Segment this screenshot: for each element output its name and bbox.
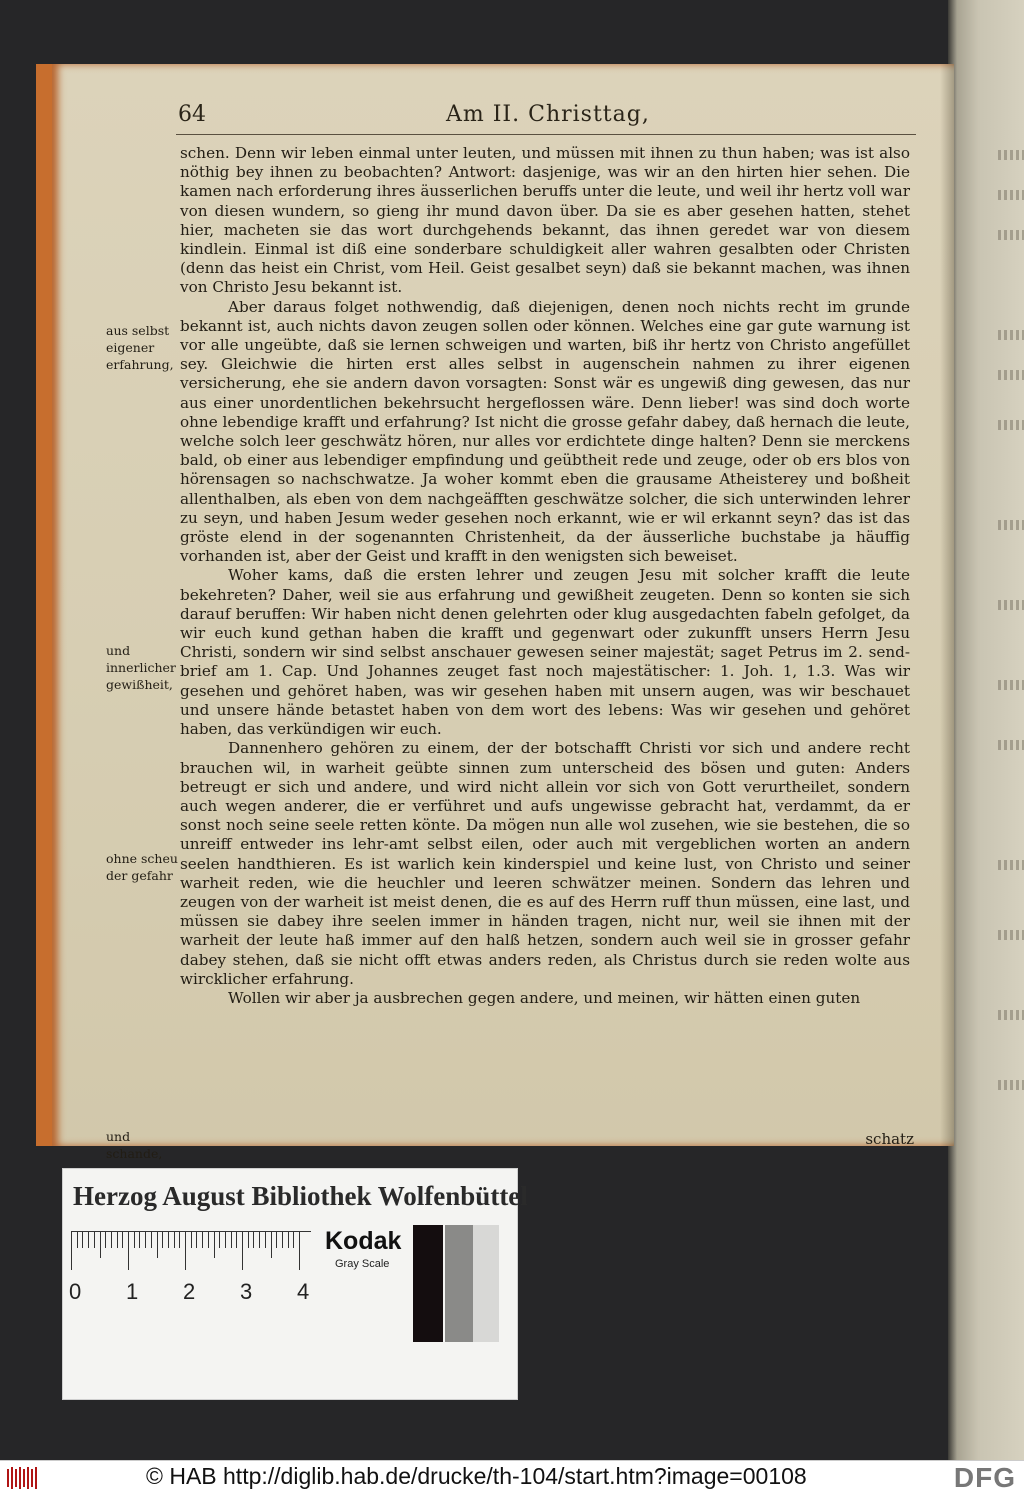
ruler-tick — [259, 1232, 260, 1248]
ruler-tick — [288, 1232, 289, 1248]
ruler-number: 1 — [126, 1279, 139, 1304]
ruler-number: 3 — [240, 1279, 253, 1304]
ruler-tick — [231, 1232, 232, 1248]
ruler-tick — [248, 1232, 249, 1248]
ruler-tick — [208, 1232, 209, 1248]
ruler-number: 0 — [69, 1279, 82, 1304]
ruler-tick — [71, 1232, 72, 1270]
ruler-tick — [191, 1232, 192, 1248]
footer-bar — [0, 1460, 1024, 1496]
ruler-tick — [88, 1232, 89, 1248]
catchword: schatz — [865, 1130, 914, 1148]
dfg-logo: DFG — [953, 1462, 1016, 1493]
ruler-tick — [145, 1232, 146, 1248]
gray-swatch-light — [473, 1225, 499, 1342]
ruler-tick — [253, 1232, 254, 1248]
hab-logo-icon — [6, 1465, 40, 1491]
ruler-tick — [282, 1232, 283, 1248]
ruler-tick — [293, 1232, 294, 1248]
ruler-tick — [265, 1232, 266, 1248]
ruler-tick — [174, 1232, 175, 1248]
ruler-tick — [162, 1232, 163, 1248]
paragraph: schen. Denn wir leben einmal unter leuten, und müssen mit ihnen zu thun haben; was ist also nöthig bey ihnen zu beobachten? Antwort: dasjenige, was wir an den hirten hier sehen. Die kamen nach erforderung ihres äusserlichen beruffs unter die leute, und weil ihr hertz voll war von diesen wundern, so gieng ihr mund davon über. Da sie es aber gesehen hatten, stehet hier, macheten sie das wort durchgehends bekannt, das ihnen geredet war von diesem kindlein. Einmal ist diß eine sonderbare schuldigkeit aller wahren gesalbten oder Christen (denn das heist ein Christ, vom Heil. Geist gesalbet seyn) daß sie bekannt machen, was ihnen von Christo Jesu bekannt ist. — [180, 144, 910, 297]
ruler-tick — [94, 1232, 95, 1248]
ruler-numbers — [63, 1279, 323, 1309]
page-body — [180, 144, 910, 1008]
header-rule — [176, 134, 916, 135]
ruler-tick — [139, 1232, 140, 1248]
ruler-tick — [202, 1232, 203, 1248]
marginal-note: und schande, — [106, 1129, 163, 1161]
marginal-note: aus selbst eigener erfahrung, — [106, 323, 174, 372]
book-page — [36, 64, 954, 1161]
ruler-tick — [168, 1232, 169, 1248]
kodak-logo: Kodak — [325, 1227, 402, 1255]
ruler-tick — [299, 1232, 300, 1270]
ruler-tick — [77, 1232, 78, 1248]
paragraph: Wollen wir aber ja ausbrechen gegen andere, und meinen, wir hätten einen guten — [228, 988, 861, 1007]
marginal-note: ohne scheu der gefahr — [106, 851, 178, 883]
ruler-tick — [111, 1232, 112, 1248]
ruler-tick — [151, 1232, 152, 1248]
running-head: Am II. Christtag, — [446, 102, 650, 127]
page-number: 64 — [178, 102, 206, 127]
ruler-tick — [242, 1232, 243, 1270]
grayscale-label: Gray Scale — [335, 1258, 390, 1270]
ruler-tick — [117, 1232, 118, 1248]
ruler-tick — [236, 1232, 237, 1248]
ruler-tick — [214, 1232, 215, 1258]
ruler-tick — [134, 1232, 135, 1248]
ruler-tick — [276, 1232, 277, 1248]
color-calibration-card — [62, 1168, 528, 1400]
copyright-url[interactable]: © HAB http://diglib.hab.de/drucke/th-104/start.htm?image=00108 — [146, 1463, 807, 1489]
gray-swatch-black — [413, 1225, 443, 1342]
card-title: Herzog August Bibliothek Wolfenbüttel — [73, 1181, 528, 1211]
ruler-tick — [122, 1232, 123, 1248]
ruler-tick — [196, 1232, 197, 1248]
ruler-tick — [185, 1232, 186, 1270]
ruler-tick — [179, 1232, 180, 1248]
ruler-number: 2 — [183, 1279, 196, 1304]
ruler-tick — [100, 1232, 101, 1258]
paragraph: Woher kams, daß die ersten lehrer und zeugen Jesu mit solcher krafft die leute bekehreten? Daher, weil sie aus erfahrung und gewißheit zeugeten. Denn so konten sie sich darauf beruffen: Wir haben nicht denen gelehrten oder klug ausgedachten fabeln gefolget, da wir euch kund gethan haben die krafft und gegenwart oder zukunfft unsers Herrn Jesu Christi, sondern wir sind selbst anschauer gewesen seiner majestät; saget Petrus im 2. send-brief am 1. Cap. Und Johannes zeuget fast noch majestätischer: 1. Joh. 1, 1.3. Was wir gesehen und gehöret haben, was wir gesehen haben mit unsern augen, was wir beschauet und unsere hände betastet haben von dem wort des lebens: Was wir gesehen und gehöret haben, das verkündigen wir euch. — [180, 566, 910, 739]
ruler-tick — [225, 1232, 226, 1248]
paragraph: Dannenhero gehören zu einem, der der botschafft Christi vor sich und andere recht brauchen wil, in warheit geübte sinnen zum unterscheid des bösen und guten: Anders betreugt er sich und andere, und wird nicht allein vor sich von Gott verurtheilet, sondern auch wegen anderer, die er verführet und aufs ungewisse gebracht hat, verdammt, da er sonst noch seine seele retten könte. Da mögen nun alle wol zusehen, wie sie bestehen, die so unreiff entweder ins lehr-amt selbst eilen, oder auch mit vergeblichen worten an andern seelen handthieren. Es ist warlich kein kinderspiel und keine lust, von Christo und seiner warheit reden, wie die heuchler und leeren schwätzer meinen. Sondern das lehren und zeugen von der warheit ist meist denen, die es auf des Herrn ruff thun müssen, eine last, und müssen sie dabey ihre seelen immer in händen tragen, nicht nur, weil sie ihnen mit der warheit der leute haß immer auf den halß hetzen, sondern auch weil sie in grosser gefahr dabey stehen, daß sie nicht offt etwas anders reden, als Christus durch sie reden wolte aus wircklicher erfahrung. — [180, 739, 910, 988]
paragraph: Aber daraus folget nothwendig, daß diejenigen, denen noch nichts recht im grunde bekannt ist, auch nichts davon zeugen sollen oder können. Welches eine gar gute warnung ist vor alle ungeübte, daß sie lernen schweigen und warten, biß ihr hertz von Christo angefüllet sey. Gleichwie die hirten erst alles selbst in augenschein nahmen zu ihrer eigenen versicherung, ehe sie andern davon vorsagten: Sonst wär es ungewiß ding gewesen, das nur aus einer unordentlichen bekehrsucht hergeflossen wäre. Denn lieber! was sind doch worte ohne lebendige krafft und erfahrung? Ist nicht die grosse gefahr dabey, daß hernach die leute, welche solch leer geschwätz hören, nur alles vor erdichtete dinge halten? Denn sie merckens bald, ob einer aus lebendiger empfindung und geübtheit rede und zeuge, oder ob ers blos von hörensagen so nachschwatze. Ja woher kommt eben die grausame Atheisterey und boßheit allenthalben, als eben von dem nachgeäfften geschwätze solcher, die sich unterwinden lehrer zu seyn, und haben Jesum weder gesehen noch erkannt, wie er wil erkannt seyn? das ist das gröste elend in der sogenannten Christenheit, da der äusserliche buchstabe ja häuffig vorhanden ist, aber der Geist und krafft in den wenigsten sich beweiset. — [180, 297, 910, 566]
ruler-tick — [271, 1232, 272, 1258]
adjacent-page-edge — [948, 0, 1024, 1460]
ruler-tick — [157, 1232, 158, 1258]
scale-ruler — [71, 1231, 311, 1274]
ruler-tick — [219, 1232, 220, 1248]
ruler-number: 4 — [297, 1279, 310, 1304]
ruler-tick — [82, 1232, 83, 1248]
ruler-tick — [128, 1232, 129, 1270]
ruler-tick — [105, 1232, 106, 1248]
marginal-note: und innerlicher gewißheit, — [106, 643, 176, 692]
gray-swatch-mid — [445, 1225, 473, 1342]
